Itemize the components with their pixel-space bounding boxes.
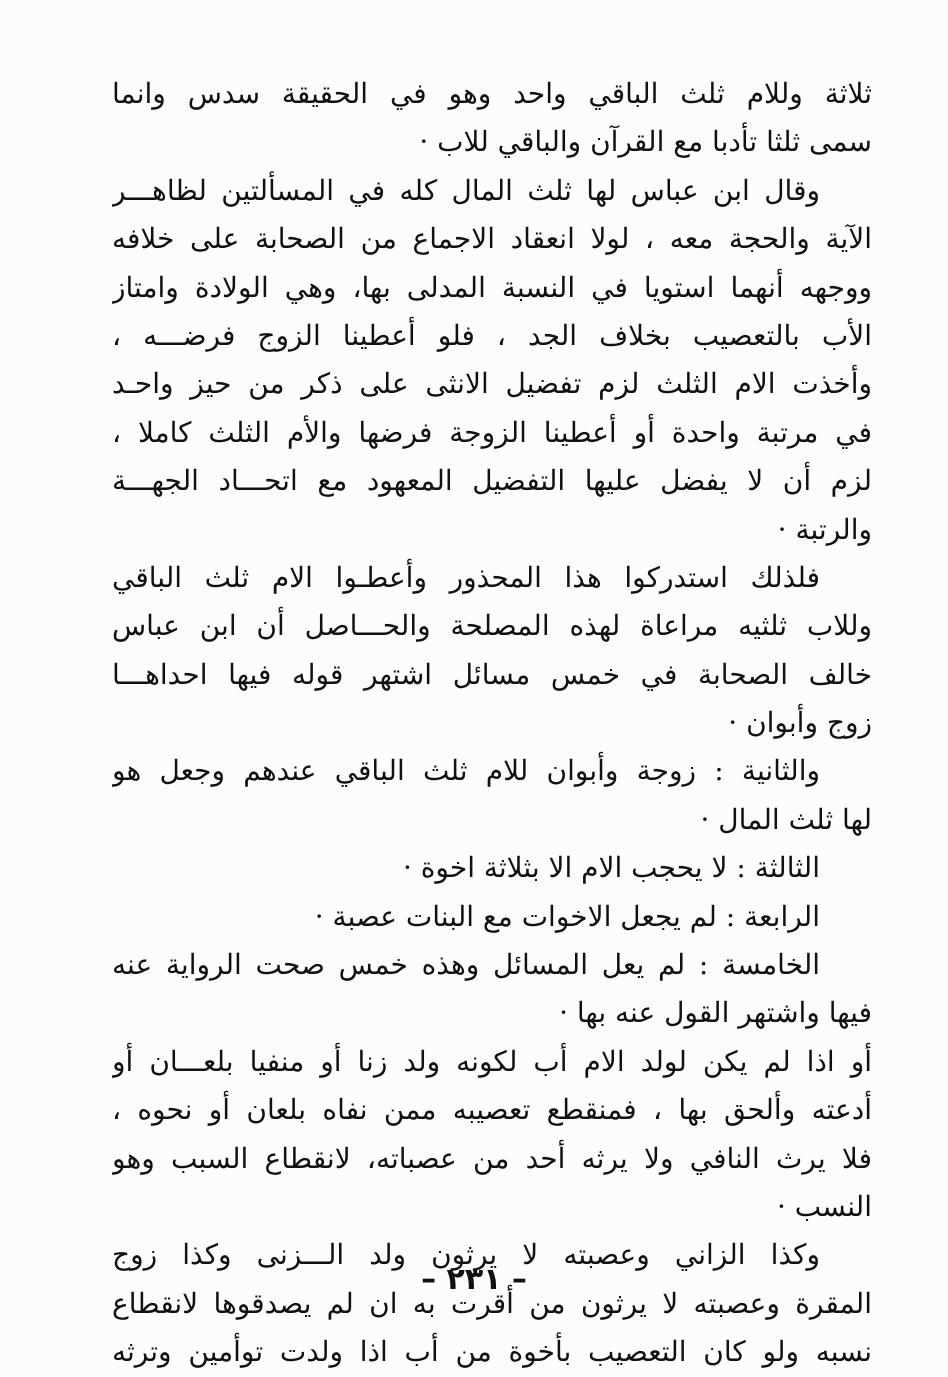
text-line: الثالثة : لا يحجب الام الا بثلاثة اخوة ·	[402, 851, 820, 885]
text-line: أدعته وألحق بها ، فمنقطع تعصيبه ممن نفاه بلعان أو نحوه ،	[112, 1093, 872, 1127]
page-body-text	[112, 70, 872, 1377]
text-line: ووجهه أنهما استويا في النسبة المدلى بها، وهي الولادة وامتاز	[112, 270, 872, 304]
text-line: وكذا الزاني وعصبته لا يرثون ولد الـــزنى وكذا زوج	[112, 1238, 820, 1272]
text-line: المقرة وعصبته لا يرثون من أقرت به ان لم يصدقوها لانقطاع	[112, 1286, 872, 1320]
page-number: – ٢٣١ –	[421, 1262, 527, 1297]
text-line: خالف الصحابة في خمس مسائل اشتهر قوله فيها احداهـــا	[112, 657, 872, 691]
text-line: وقال ابن عباس لها ثلث المال كله في المسألتين لظاهـــر	[112, 173, 820, 207]
text-line: فلا يرث النافي ولا يرثه أحد من عصباته، لانقطاع السبب وهو	[112, 1141, 872, 1175]
text-line: ثلاثة وللام ثلث الباقي واحد وهو في الحقيقة سدس وانما	[112, 77, 872, 110]
text-line: لزم أن لا يفضل عليها التفضيل المعهود مع اتحـــاد الجهـــة	[112, 464, 872, 498]
text-line: فيها واشتهر القول عنه بها ·	[559, 996, 872, 1030]
text-line: الخامسة : لم يعل المسائل وهذه خمس صحت الرواية عنه	[112, 948, 821, 982]
text-line: أو اذا لم يكن لولد الام أب لكونه ولد زنا أو منفيا بلعـــان أو	[112, 1044, 872, 1078]
text-line: والرتبة ·	[777, 512, 872, 546]
text-line: الأب بالتعصيب بخلاف الجد ، فلو أعطينا الزوج فرضـــه ،	[112, 318, 872, 352]
text-line: نسبه ولو كان التعصيب بأخوة من أب اذا ولدت توأمين وترثه	[112, 1335, 872, 1369]
text-line: والثانية : زوجة وأبوان للام ثلث الباقي عندهم وجعل هو	[112, 754, 820, 788]
text-line: الرابعة : لم يجعل الاخوات مع البنات عصبة ·	[314, 899, 820, 933]
text-line: النسب ·	[776, 1189, 872, 1223]
text-line: الآية والحجة معه ، لولا انعقاد الاجماع من الصحابة على خلافه	[112, 222, 872, 256]
text-line: وللاب ثلثيه مراعاة لهذه المصلحة والحـــاصل أن ابن عباس	[112, 609, 872, 643]
text-line: في مرتبة واحدة أو أعطينا الزوجة فرضها والأم الثلث كاملا ،	[112, 415, 872, 449]
text-line: لها ثلث المال ·	[700, 802, 872, 836]
text-line: سمى ثلثا تأدبا مع القرآن والباقي للاب ·	[419, 125, 872, 159]
text-line: زوج وأبوان ·	[728, 706, 872, 740]
text-line: فلذلك استدركوا هذا المحذور وأعطـوا الام ثلث الباقي	[112, 560, 820, 594]
text-line: وأخذت الام الثلث لزم تفضيل الانثى على ذكر من حيز واحـد	[112, 367, 872, 401]
